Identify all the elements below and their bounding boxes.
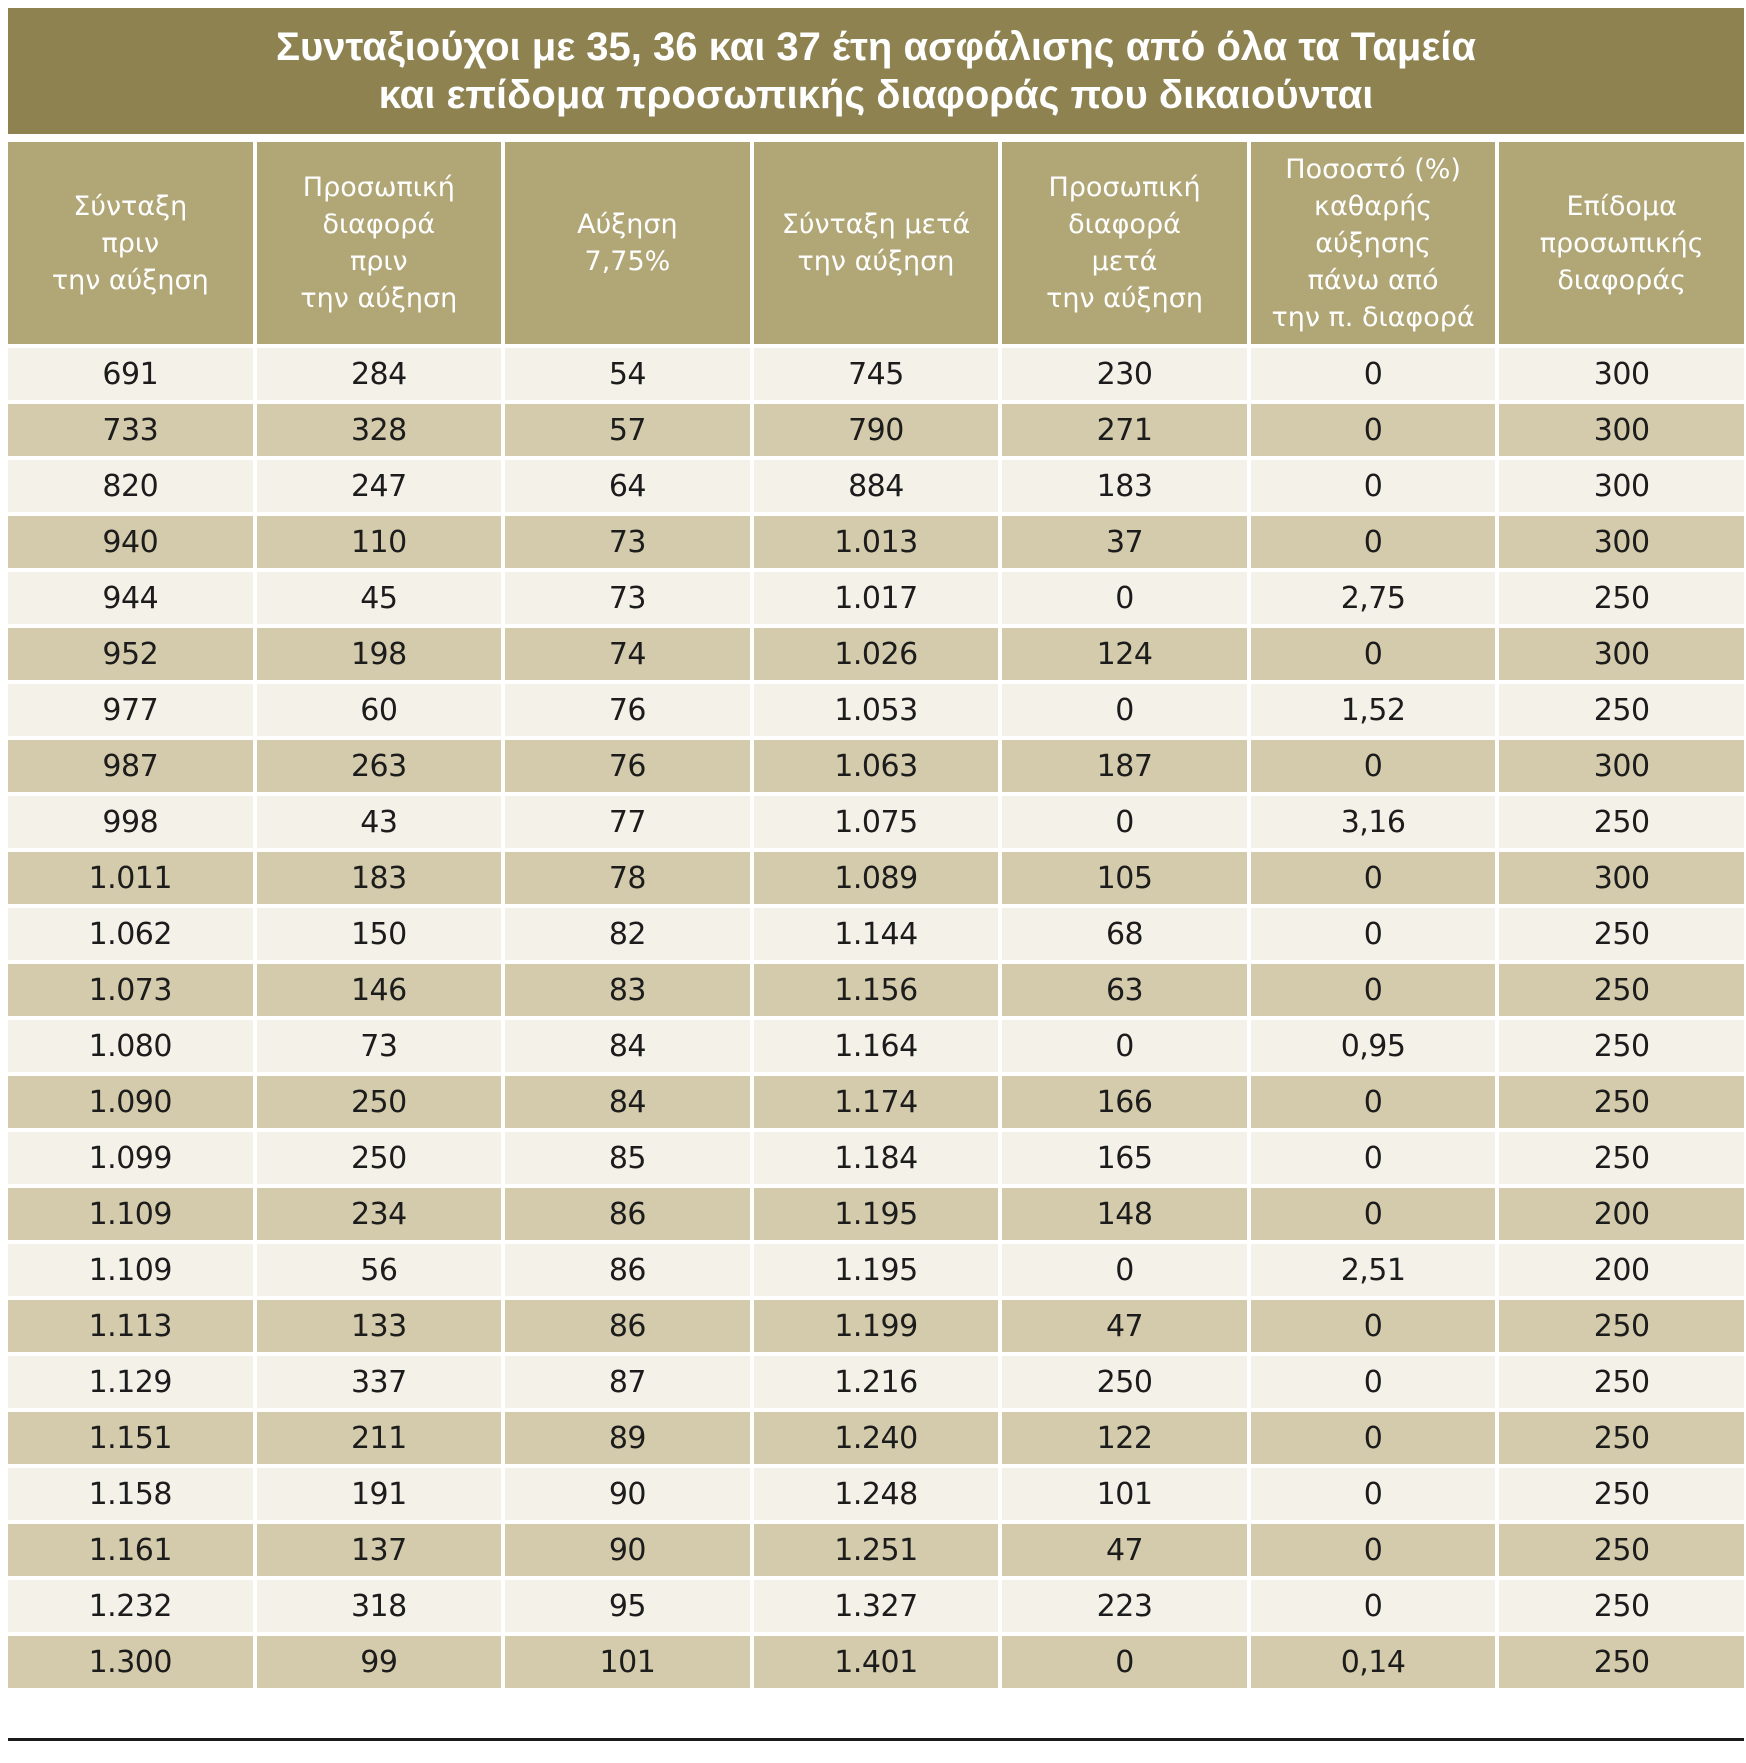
table-cell: 0 xyxy=(1251,516,1496,572)
table-cell: 250 xyxy=(257,1076,502,1132)
table-cell: 73 xyxy=(505,516,750,572)
column-header-line: πριν xyxy=(350,246,408,277)
column-header-4 xyxy=(754,142,999,348)
table-cell: 73 xyxy=(505,572,750,628)
table-cell: 1.184 xyxy=(754,1132,999,1188)
table-cell: 1.063 xyxy=(754,740,999,796)
table-cell: 90 xyxy=(505,1468,750,1524)
table-row xyxy=(8,1580,1744,1636)
table-title-banner xyxy=(8,8,1744,134)
table-cell: 0 xyxy=(1002,796,1247,852)
table-row xyxy=(8,1412,1744,1468)
table-cell: 1.156 xyxy=(754,964,999,1020)
table-cell: 250 xyxy=(1499,1524,1744,1580)
table-cell: 1.109 xyxy=(8,1244,253,1300)
table-cell: 300 xyxy=(1499,852,1744,908)
table-cell: 0 xyxy=(1251,1300,1496,1356)
table-cell: 0 xyxy=(1251,1524,1496,1580)
column-header-line: Επίδομα xyxy=(1566,190,1677,222)
table-cell: 250 xyxy=(257,1132,502,1188)
table-cell: 223 xyxy=(1002,1580,1247,1636)
column-header-line: Σύνταξη xyxy=(73,190,188,222)
table-cell: 0 xyxy=(1251,348,1496,404)
column-header-line: καθαρής xyxy=(1314,190,1433,222)
table-cell: 250 xyxy=(1002,1356,1247,1412)
table-cell: 300 xyxy=(1499,404,1744,460)
table-cell: 337 xyxy=(257,1356,502,1412)
table-cell: 998 xyxy=(8,796,253,852)
table-cell: 1.251 xyxy=(754,1524,999,1580)
table-cell: 328 xyxy=(257,404,502,460)
table-cell: 1.248 xyxy=(754,1468,999,1524)
data-table-container xyxy=(8,142,1744,1692)
table-cell: 1.158 xyxy=(8,1468,253,1524)
table-cell: 76 xyxy=(505,740,750,796)
table-cell: 1.053 xyxy=(754,684,999,740)
table-cell: 0 xyxy=(1251,908,1496,964)
table-cell: 0,14 xyxy=(1251,1636,1496,1692)
table-cell: 1.129 xyxy=(8,1356,253,1412)
table-cell: 0 xyxy=(1251,1356,1496,1412)
table-cell: 250 xyxy=(1499,1580,1744,1636)
table-cell: 250 xyxy=(1499,1020,1744,1076)
table-cell: 884 xyxy=(754,460,999,516)
table-row xyxy=(8,908,1744,964)
table-cell: 250 xyxy=(1499,1300,1744,1356)
table-cell: 0 xyxy=(1002,1636,1247,1692)
table-cell: 137 xyxy=(257,1524,502,1580)
table-cell: 271 xyxy=(1002,404,1247,460)
table-cell: 90 xyxy=(505,1524,750,1580)
table-cell: 0 xyxy=(1002,1020,1247,1076)
column-header-6 xyxy=(1251,142,1496,348)
table-row xyxy=(8,1076,1744,1132)
table-cell: 1.327 xyxy=(754,1580,999,1636)
table-cell: 89 xyxy=(505,1412,750,1468)
column-header-line: προσωπικής xyxy=(1539,227,1704,259)
table-cell: 101 xyxy=(1002,1468,1247,1524)
table-cell: 1.164 xyxy=(754,1020,999,1076)
table-cell: 0 xyxy=(1002,572,1247,628)
table-cell: 64 xyxy=(505,460,750,516)
column-header-line: Προσωπική xyxy=(1048,172,1201,203)
table-cell: 54 xyxy=(505,348,750,404)
table-cell: 745 xyxy=(754,348,999,404)
table-cell: 76 xyxy=(505,684,750,740)
table-row xyxy=(8,1244,1744,1300)
table-cell: 0 xyxy=(1002,1244,1247,1300)
table-cell: 1.062 xyxy=(8,908,253,964)
table-row xyxy=(8,516,1744,572)
table-cell: 247 xyxy=(257,460,502,516)
table-row xyxy=(8,348,1744,404)
column-header-line: την αύξηση xyxy=(797,246,955,277)
table-cell: 146 xyxy=(257,964,502,1020)
table-cell: 74 xyxy=(505,628,750,684)
table-cell: 1.026 xyxy=(754,628,999,684)
table-row xyxy=(8,1468,1744,1524)
table-cell: 250 xyxy=(1499,1356,1744,1412)
table-cell: 87 xyxy=(505,1356,750,1412)
table-cell: 1.011 xyxy=(8,852,253,908)
column-header-line: διαφορά xyxy=(322,209,436,240)
table-cell: 987 xyxy=(8,740,253,796)
table-cell: 0 xyxy=(1251,460,1496,516)
table-cell: 1.216 xyxy=(754,1356,999,1412)
column-header-line: την αύξηση xyxy=(300,283,458,314)
table-row xyxy=(8,1524,1744,1580)
table-cell: 133 xyxy=(257,1300,502,1356)
table-cell: 86 xyxy=(505,1188,750,1244)
column-header-line: μετά xyxy=(1091,246,1158,277)
table-cell: 0 xyxy=(1251,1076,1496,1132)
table-row xyxy=(8,740,1744,796)
table-cell: 198 xyxy=(257,628,502,684)
table-cell: 300 xyxy=(1499,460,1744,516)
column-header-line: πριν xyxy=(101,227,160,259)
table-cell: 77 xyxy=(505,796,750,852)
table-cell: 43 xyxy=(257,796,502,852)
table-cell: 0 xyxy=(1251,740,1496,796)
table-cell: 944 xyxy=(8,572,253,628)
table-row xyxy=(8,1132,1744,1188)
pension-data-table xyxy=(4,142,1746,1692)
table-cell: 183 xyxy=(1002,460,1247,516)
table-cell: 0 xyxy=(1251,1132,1496,1188)
table-body xyxy=(8,348,1744,1692)
table-cell: 1.151 xyxy=(8,1412,253,1468)
table-cell: 0 xyxy=(1251,1580,1496,1636)
table-cell: 124 xyxy=(1002,628,1247,684)
table-title-line-1: Συνταξιούχοι με 35, 36 και 37 έτη ασφάλισης από όλα τα Ταμεία xyxy=(275,25,1477,69)
table-cell: 1.161 xyxy=(8,1524,253,1580)
column-header-7 xyxy=(1499,142,1744,348)
column-header-line: την π. διαφορά xyxy=(1271,301,1475,333)
table-cell: 300 xyxy=(1499,348,1744,404)
table-cell: 940 xyxy=(8,516,253,572)
table-cell: 85 xyxy=(505,1132,750,1188)
table-cell: 86 xyxy=(505,1300,750,1356)
table-cell: 1.075 xyxy=(754,796,999,852)
table-cell: 1.089 xyxy=(754,852,999,908)
table-cell: 691 xyxy=(8,348,253,404)
table-cell: 0 xyxy=(1251,628,1496,684)
table-cell: 250 xyxy=(1499,1636,1744,1692)
table-cell: 284 xyxy=(257,348,502,404)
table-cell: 84 xyxy=(505,1020,750,1076)
column-header-line: την αύξηση xyxy=(51,264,209,296)
column-header-3 xyxy=(505,142,750,348)
table-cell: 1.099 xyxy=(8,1132,253,1188)
column-header-line: Προσωπική xyxy=(302,172,455,203)
column-header-line: διαφοράς xyxy=(1557,264,1686,296)
table-cell: 37 xyxy=(1002,516,1247,572)
column-header-line: πάνω από xyxy=(1307,264,1439,296)
table-cell: 1.090 xyxy=(8,1076,253,1132)
table-cell: 790 xyxy=(754,404,999,460)
table-cell: 211 xyxy=(257,1412,502,1468)
table-cell: 250 xyxy=(1499,796,1744,852)
table-cell: 234 xyxy=(257,1188,502,1244)
table-cell: 250 xyxy=(1499,1412,1744,1468)
table-cell: 60 xyxy=(257,684,502,740)
column-header-5 xyxy=(1002,142,1247,348)
table-cell: 250 xyxy=(1499,1076,1744,1132)
table-cell: 952 xyxy=(8,628,253,684)
table-cell: 191 xyxy=(257,1468,502,1524)
table-cell: 68 xyxy=(1002,908,1247,964)
table-cell: 45 xyxy=(257,572,502,628)
table-cell: 230 xyxy=(1002,348,1247,404)
table-row xyxy=(8,572,1744,628)
table-cell: 187 xyxy=(1002,740,1247,796)
table-cell: 82 xyxy=(505,908,750,964)
table-row xyxy=(8,404,1744,460)
table-cell: 95 xyxy=(505,1580,750,1636)
table-cell: 183 xyxy=(257,852,502,908)
table-cell: 86 xyxy=(505,1244,750,1300)
table-cell: 318 xyxy=(257,1580,502,1636)
table-cell: 1.195 xyxy=(754,1188,999,1244)
table-row xyxy=(8,1356,1744,1412)
table-cell: 166 xyxy=(1002,1076,1247,1132)
table-cell: 1.401 xyxy=(754,1636,999,1692)
table-cell: 2,51 xyxy=(1251,1244,1496,1300)
column-header-line: διαφορά xyxy=(1068,209,1181,240)
table-cell: 1.013 xyxy=(754,516,999,572)
column-header-line: Αύξηση xyxy=(577,209,678,240)
table-cell: 83 xyxy=(505,964,750,1020)
bottom-divider xyxy=(8,1738,1744,1741)
table-cell: 99 xyxy=(257,1636,502,1692)
table-cell: 148 xyxy=(1002,1188,1247,1244)
table-cell: 820 xyxy=(8,460,253,516)
table-cell: 250 xyxy=(1499,572,1744,628)
table-cell: 0 xyxy=(1251,964,1496,1020)
table-row xyxy=(8,460,1744,516)
table-cell: 122 xyxy=(1002,1412,1247,1468)
column-header-line: Σύνταξη μετά xyxy=(781,209,971,240)
table-cell: 263 xyxy=(257,740,502,796)
table-cell: 3,16 xyxy=(1251,796,1496,852)
table-cell: 1,52 xyxy=(1251,684,1496,740)
table-cell: 1.073 xyxy=(8,964,253,1020)
table-cell: 1.240 xyxy=(754,1412,999,1468)
table-row xyxy=(8,796,1744,852)
table-cell: 47 xyxy=(1002,1524,1247,1580)
table-cell: 733 xyxy=(8,404,253,460)
table-cell: 78 xyxy=(505,852,750,908)
table-row xyxy=(8,964,1744,1020)
table-cell: 250 xyxy=(1499,1468,1744,1524)
table-cell: 1.080 xyxy=(8,1020,253,1076)
table-cell: 110 xyxy=(257,516,502,572)
table-row xyxy=(8,1300,1744,1356)
table-cell: 250 xyxy=(1499,908,1744,964)
table-cell: 84 xyxy=(505,1076,750,1132)
table-cell: 165 xyxy=(1002,1132,1247,1188)
table-cell: 73 xyxy=(257,1020,502,1076)
table-cell: 57 xyxy=(505,404,750,460)
table-cell: 101 xyxy=(505,1636,750,1692)
table-cell: 200 xyxy=(1499,1244,1744,1300)
table-cell: 200 xyxy=(1499,1188,1744,1244)
table-cell: 0 xyxy=(1251,852,1496,908)
table-cell: 250 xyxy=(1499,964,1744,1020)
table-title-line-2: και επίδομα προσωπικής διαφοράς που δικαιούνται xyxy=(378,73,1374,117)
table-cell: 0 xyxy=(1251,1412,1496,1468)
table-cell: 250 xyxy=(1499,684,1744,740)
column-header-line: Ποσοστό (%) xyxy=(1285,153,1461,185)
table-cell: 250 xyxy=(1499,1132,1744,1188)
table-row xyxy=(8,1636,1744,1692)
column-header-line: 7,75% xyxy=(584,246,671,277)
table-cell: 1.144 xyxy=(754,908,999,964)
table-cell: 56 xyxy=(257,1244,502,1300)
table-cell: 47 xyxy=(1002,1300,1247,1356)
table-cell: 0 xyxy=(1251,1468,1496,1524)
table-header-row xyxy=(8,142,1744,348)
table-cell: 300 xyxy=(1499,516,1744,572)
table-cell: 63 xyxy=(1002,964,1247,1020)
column-header-line: την αύξηση xyxy=(1046,283,1203,314)
table-row xyxy=(8,1188,1744,1244)
table-cell: 1.113 xyxy=(8,1300,253,1356)
column-header-line: αύξησης xyxy=(1315,227,1431,259)
table-row xyxy=(8,1020,1744,1076)
table-cell: 1.109 xyxy=(8,1188,253,1244)
table-row xyxy=(8,684,1744,740)
table-cell: 2,75 xyxy=(1251,572,1496,628)
table-cell: 1.174 xyxy=(754,1076,999,1132)
table-cell: 150 xyxy=(257,908,502,964)
table-cell: 1.232 xyxy=(8,1580,253,1636)
table-cell: 1.199 xyxy=(754,1300,999,1356)
table-row xyxy=(8,852,1744,908)
table-cell: 0 xyxy=(1002,684,1247,740)
table-cell: 1.017 xyxy=(754,572,999,628)
table-cell: 105 xyxy=(1002,852,1247,908)
column-header-1 xyxy=(8,142,253,348)
table-cell: 977 xyxy=(8,684,253,740)
table-cell: 0 xyxy=(1251,404,1496,460)
table-cell: 300 xyxy=(1499,628,1744,684)
table-cell: 0,95 xyxy=(1251,1020,1496,1076)
table-cell: 0 xyxy=(1251,1188,1496,1244)
table-row xyxy=(8,628,1744,684)
table-cell: 1.300 xyxy=(8,1636,253,1692)
table-cell: 1.195 xyxy=(754,1244,999,1300)
table-cell: 300 xyxy=(1499,740,1744,796)
column-header-2 xyxy=(257,142,502,348)
